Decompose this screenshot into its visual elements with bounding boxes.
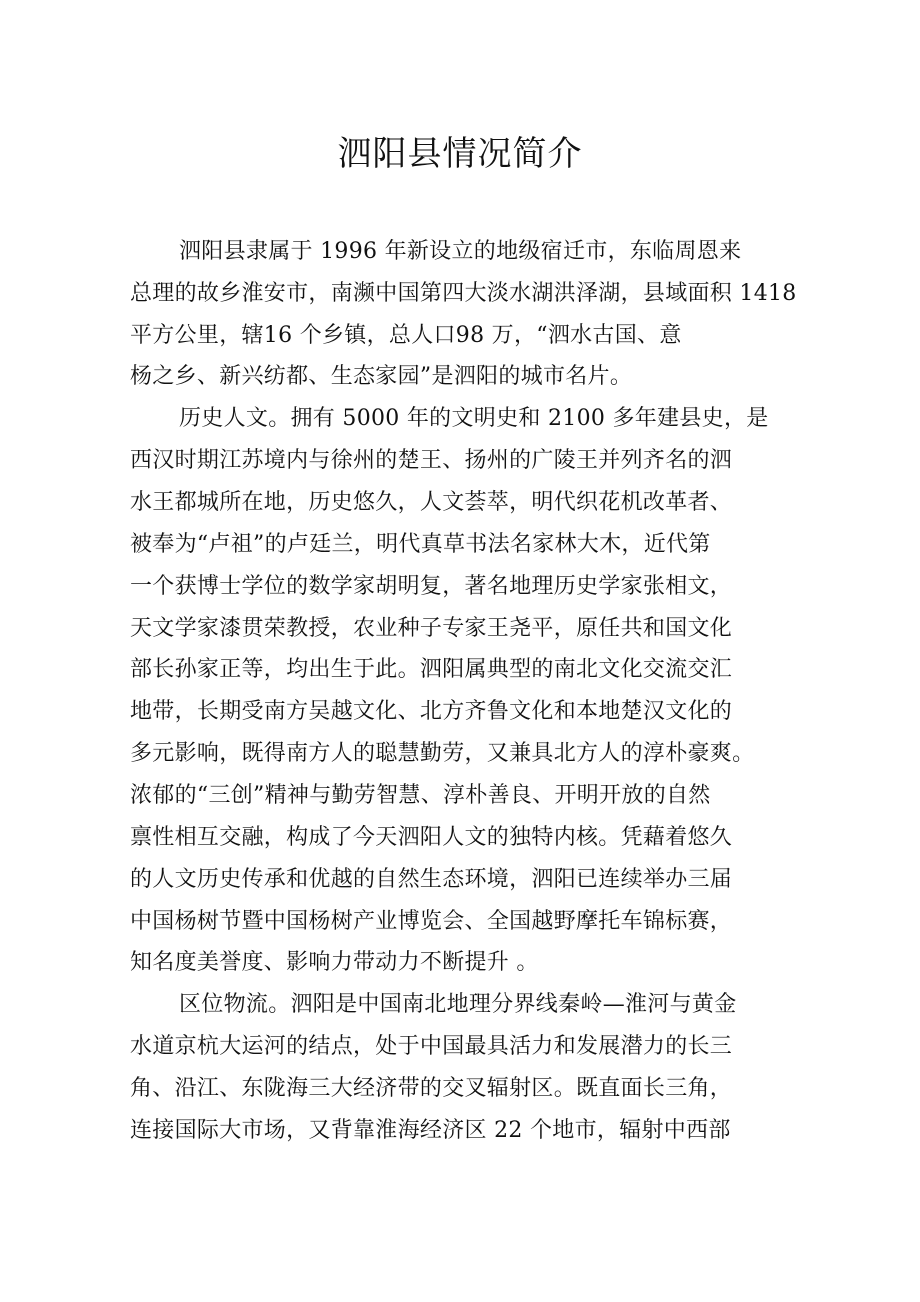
paragraph-line: 泗阳县隶属于 1996 年新设立的地级宿迁市，东临周恩来 [179,239,742,264]
paragraph-line: 天文学家漆贯荣教授，农业种子专家王尧平，原任共和国文化 [130,616,733,641]
paragraph-line: 的人文历史传承和优越的自然生态环境，泗阳已连续举办三届 [130,867,733,892]
paragraph-line: 禀性相互交融，构成了今天泗阳人文的独特内核。凭藉着悠久 [130,825,733,850]
paragraph-line: 被奉为“卢祖”的卢廷兰，明代真草书法名家林大木，近代第 [130,532,711,557]
paragraph-line: 中国杨树节暨中国杨树产业博览会、全国越野摩托车锦标赛， [130,909,733,934]
paragraph-line: 西汉时期江苏境内与徐州的楚王、扬州的广陵王并列齐名的泗 [130,448,733,473]
paragraph-line: 总理的故乡淮安市，南濒中国第四大淡水湖洪泽湖，县域面积 1418 [130,281,797,306]
paragraph-line: 一个获博士学位的数学家胡明复，著名地理历史学家张相文， [130,574,733,599]
paragraph-line: 知名度美誉度、影响力带动力不断提升 。 [130,950,539,975]
paragraph-line: 地带，长期受南方吴越文化、北方齐鲁文化和本地楚汉文化的 [130,699,733,724]
paragraph-line: 平方公里，辖16 个乡镇，总人口98 万，“泗水古国、意 [130,323,682,348]
document-title: 泗阳县情况简介 [337,134,583,174]
paragraph-line: 部长孙家正等，均出生于此。泗阳属典型的南北文化交流交汇 [130,657,733,682]
paragraph-line: 角、沿江、东陇海三大经济带的交叉辐射区。既直面长三角， [130,1076,733,1101]
paragraph-line: 连接国际大市场，又背靠淮海经济区 22 个地市，辐射中西部 [130,1118,731,1143]
paragraph-line: 多元影响，既得南方人的聪慧勤劳，又兼具北方人的淳朴豪爽。 [130,741,755,766]
paragraph-line: 水王都城所在地，历史悠久，人文荟萃，明代织花机改革者、 [130,490,733,515]
paragraph-line: 水道京杭大运河的结点，处于中国最具活力和发展潜力的长三 [130,1034,733,1059]
paragraph-line: 杨之乡、新兴纺都、生态家园”是泗阳的城市名片。 [130,364,633,389]
paragraph-line: 历史人文。拥有 5000 年的文明史和 2100 多年建县史，是 [179,406,769,431]
paragraph-line: 浓郁的“三创”精神与勤劳智慧、淳朴善良、开明开放的自然 [130,783,711,808]
paragraph-line: 区位物流。泗阳是中国南北地理分界线秦岭—淮河与黄金 [179,992,737,1017]
